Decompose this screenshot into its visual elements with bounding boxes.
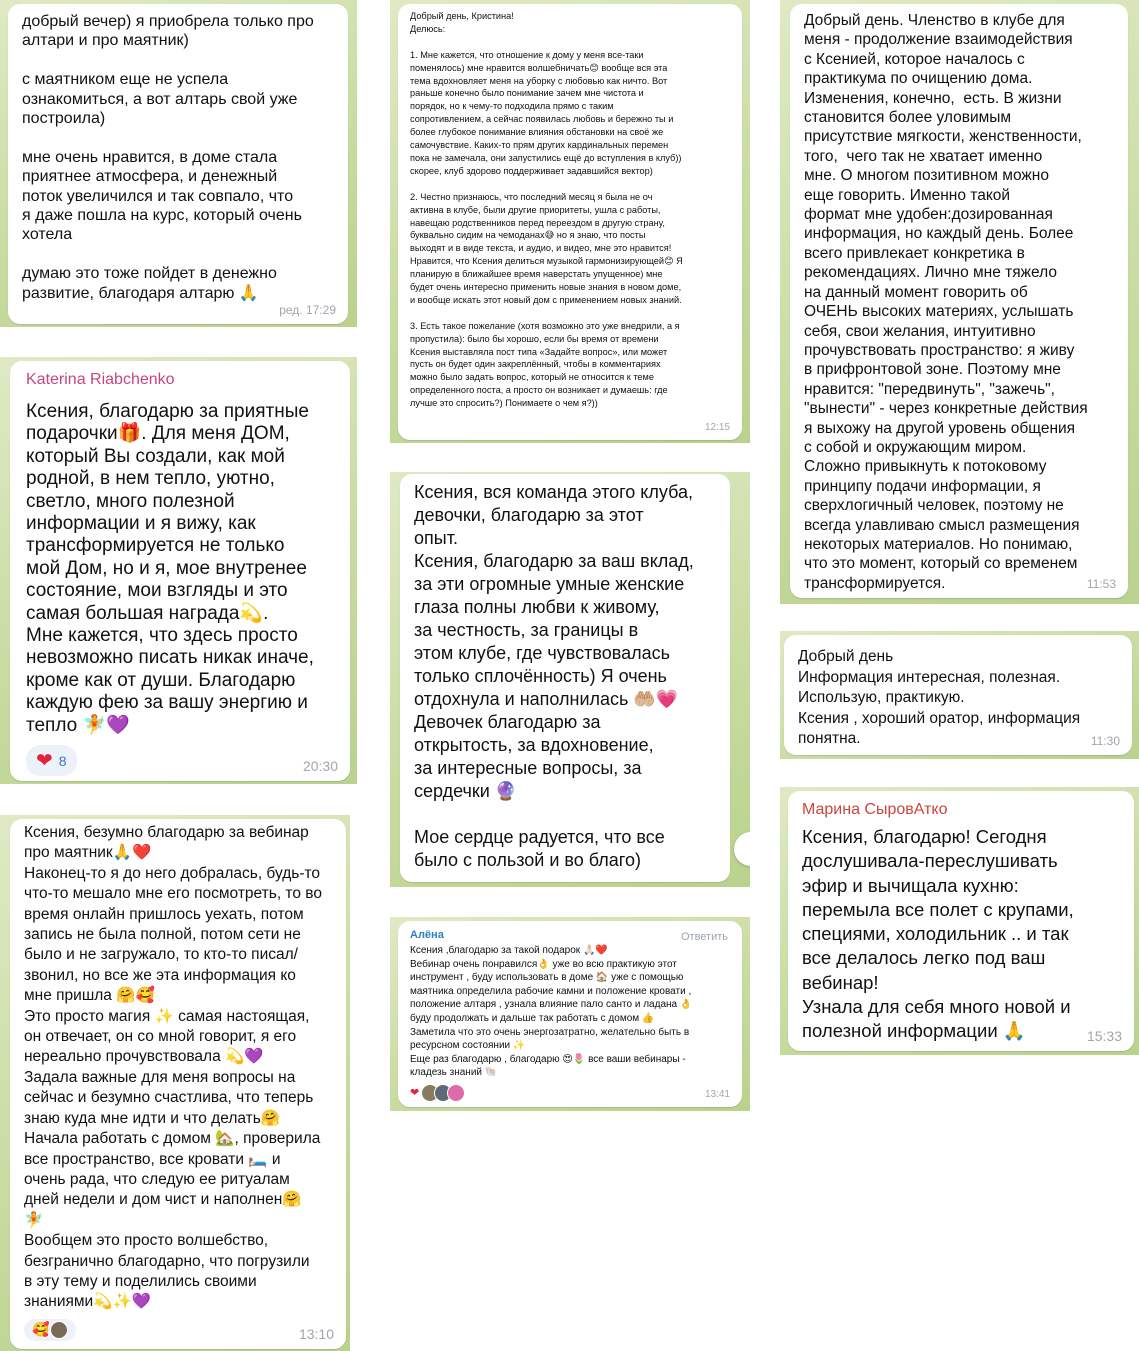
reaction-count: 8	[58, 752, 67, 769]
reaction-badge[interactable]	[24, 1319, 76, 1341]
message-time: 11:30	[1090, 734, 1120, 748]
message-bubble[interactable]	[10, 819, 346, 1349]
message-time: 15:33	[1086, 1028, 1122, 1044]
message-text: Ксения ,благодарю за такой подарок 🙏🏻❤️ Вебинар очень понравился👌 уже во всю практикую этот инструмент , буду использовать в доме 🏠 уже с помощью маятника определила рабочие камни и положение кровати , положение алтаря , узнала влияние пало санто и ладана 👌 буду продолжать и дальше так работать с домом 👍 Заметила что это очень энергозатратно, желательно быть в ресурсном состоянии ✨ Еще раз благодарю , благодарю 😍🌷 все ваши вебинары - кладезь знаний 🐚	[410, 945, 693, 1079]
message-bubble[interactable]	[8, 4, 348, 324]
message-bubble[interactable]	[784, 635, 1132, 755]
screenshot-card-1	[0, 0, 357, 327]
message-time: 11:53	[1086, 577, 1116, 591]
message-text: Добрый день Информация интересная, полезная. Использую, практикую. Ксения , хороший оратор, информация понятна.	[798, 648, 1081, 747]
screenshot-card-6	[390, 917, 750, 1111]
heart-icon: ❤	[36, 750, 53, 773]
message-bubble[interactable]	[790, 4, 1128, 598]
message-time: 13:10	[298, 1326, 334, 1342]
author-name[interactable]: Katerina Riabchenko	[26, 371, 175, 388]
reply-button[interactable]: Ответить	[680, 931, 728, 943]
message-text: Добрый день, Кристина! Делюсь: 1. Мне кажется, что отношение к дому у меня все-таки поменялось) мне нравится волшебничать😊 вообще вся эта тема вдохновляет меня на уборку с любовью как ничто. Вот раньше конечно было понимание зачем мне чистота и порядок, но к чему-то подходила прямо с таким сопротивлением, а сейчас появилась любовь и бережно ты и более глубокое понимание влияния обстановки на своё же самочувствие. Каких-то прям других кардинальных перемен пока не замечала, они запустились ещё до вступления в клуб)) скорее, клуб здорово поддерживает задавшийся вектор) 2. Честно признаюсь, что последний месяц я была не оч активна в клубе, были другие приоритеты, ушла с работы, навещаю родственников перед переездом в другую страну, буквально сидим на чемоданах😅 но я знаю, что посты выходят и в виде текста, и аудио, и видео, мне это нравится! Нравится, что Ксения делиться музыкой гармонизирующей😊 Я планирую в ближайшее время наверстать упущенное) мне будет очень интересно применить новые знания в новом доме, и вообще искать этот новый дом с применением новых знаний. 3. Есть такое пожелание (хотя возможно это уже внедрили, а я пропустила): было бы хорошо, если бы время от времени Ксения выставляла пост типа «Задайте вопрос», или может пусть он будет один закреплённый, чтобы в комментариях можно было задать вопрос, который не относится к теме определенного поста, а просто он возникает и думаешь: где лучше это спросить?) Понимаете о чем я?))	[410, 11, 683, 409]
reaction-badge[interactable]	[26, 745, 77, 776]
screenshot-card-8	[780, 631, 1139, 759]
screenshot-card-3	[0, 815, 350, 1351]
heart-icon[interactable]: ❤	[410, 1087, 420, 1100]
screenshot-card-4	[390, 0, 750, 443]
author-name[interactable]: Алёна	[410, 929, 444, 941]
message-text: Ксения, благодарю за приятные подарочки🎁. Для меня ДОМ, который Вы создали, как мой родной, в нем тепло, уютно, светло, много полезной информации и я вижу, как трансформируется не только мой Дом, но и я, мое внутренее состояние, мои взгляды и это самая большая награда💫. Мне кажется, что здесь просто невозможно писать никак иначе, кроме как от души. Благодарю каждую фею за вашу энергию и тепло 🧚💜	[26, 401, 314, 736]
screenshot-card-9	[780, 787, 1139, 1055]
message-time: 13:41	[704, 1089, 730, 1100]
author-name[interactable]: Марина СыровАтко	[802, 801, 948, 818]
message-text: Ксения, вся команда этого клуба, девочки, благодарю за этот опыт. Ксения, благодарю за ваш вклад, за эти огромные умные женские глаза полны любви к живому, за честность, за границы в этом клубе, где чувствовалась только сплочённость) Я очень отдохнула и наполнилась 🤲🏼💗 Девочек благодарю за открытость, за вдохновение, за интересные вопросы, за сердечки 🔮 Мое сердце радуется, что все было с пользой и во благо)	[414, 482, 694, 870]
smiling-face-icon: 🥰	[32, 1321, 50, 1338]
message-time: 20:30	[302, 758, 338, 774]
avatar	[447, 1084, 465, 1102]
screenshot-card-5	[390, 472, 750, 887]
message-bubble[interactable]	[398, 921, 742, 1107]
message-text: добрый вечер) я приобрела только про алтари и про маятник) с маятником еще не успела ознакомиться, а вот алтарь свой уже построила) мне очень нравится, в доме стала приятнее атмосфера, и денежный поток увеличился и так совпало, что я даже пошла на курс, который очень хотела думаю это тоже пойдет в денежно развитие, благодаря алтарю 🙏	[22, 13, 314, 302]
screenshot-card-2	[0, 357, 357, 784]
screenshot-card-7	[780, 0, 1139, 604]
message-bubble[interactable]	[400, 474, 730, 882]
message-bubble[interactable]	[10, 361, 350, 781]
message-time: ред. 17:29	[279, 303, 336, 317]
avatar	[50, 1321, 68, 1339]
scroll-down-button[interactable]	[734, 832, 750, 866]
message-text: Ксения, благодарю! Сегодня дослушивала-переслушивать эфир и вычищала кухню: перемыла все полет с крупами, специями, холодильник .. и так все делалось легко под ваш вебинар! Узнала для себя много новой и полезной информации 🙏	[802, 826, 1074, 1042]
message-bubble[interactable]	[398, 4, 742, 440]
message-text: Добрый день. Членство в клубе для меня - продолжение взаимодействия с Ксенией, которое началось с практикума по очищению дома. Изменения, конечно, есть. В жизни становится более уловимым присутствие мягкости, женственности, того, чего так не хватает именно мне. О многом позитивном можно еще говорить. Именно такой формат мне удобен:дозированная информация, но каждый день. Более всего привлекает конкретика в рекомендациях. Лично мне тяжело на данный момент говорить об ОЧЕНЬ высоких материях, услышать себя, свои желания, интуитивно прочувствовать пространство: я живу в прифронтовой зоне. Поэтому мне нравится: "передвинуть", "зажечь", "вынести" - через конкретные действия я выхожу на другой уровень общения с собой и окружающим миром. Сложно привыкнуть к потоковому принципу подачи информации, я сверхлогичный человек, поэтому не всегда улавливаю смысл размещения некоторых материалов. Но понимаю, что это момент, который со временем трансформируется.	[804, 12, 1088, 592]
message-text: Ксения, безумно благодарю за вебинар про маятник🙏❤️ Наконец-то я до него добралась, будь-то что-то мешало мне его посмотреть, то во время онлайн пришлось уехать, потом запись не была полной, потом сети не было и не загружало, то кто-то писал/ звонил, но все же эта информация ко мне пришла 🤗🥰 Это просто магия ✨ самая настоящая, он отвечает, он со мной говорит, я его нереально прочувствовала 💫💜 Задала важные для меня вопросы на сейчас и безумно счастлива, что теперь знаю куда мне идти и что делать🤗 Начала работать с домом 🏡, проверила все пространство, все кровати 🛏️ и очень рада, что следую ее ритуалам дней недели и дом чист и наполнен🤗 🧚 Вообщем это просто волшебство, безгранично благодарно, что погрузили в эту тему и поделились своими знаниями💫✨💜	[24, 824, 322, 1311]
message-bubble[interactable]	[788, 791, 1134, 1051]
message-time: 12:15	[704, 422, 730, 433]
